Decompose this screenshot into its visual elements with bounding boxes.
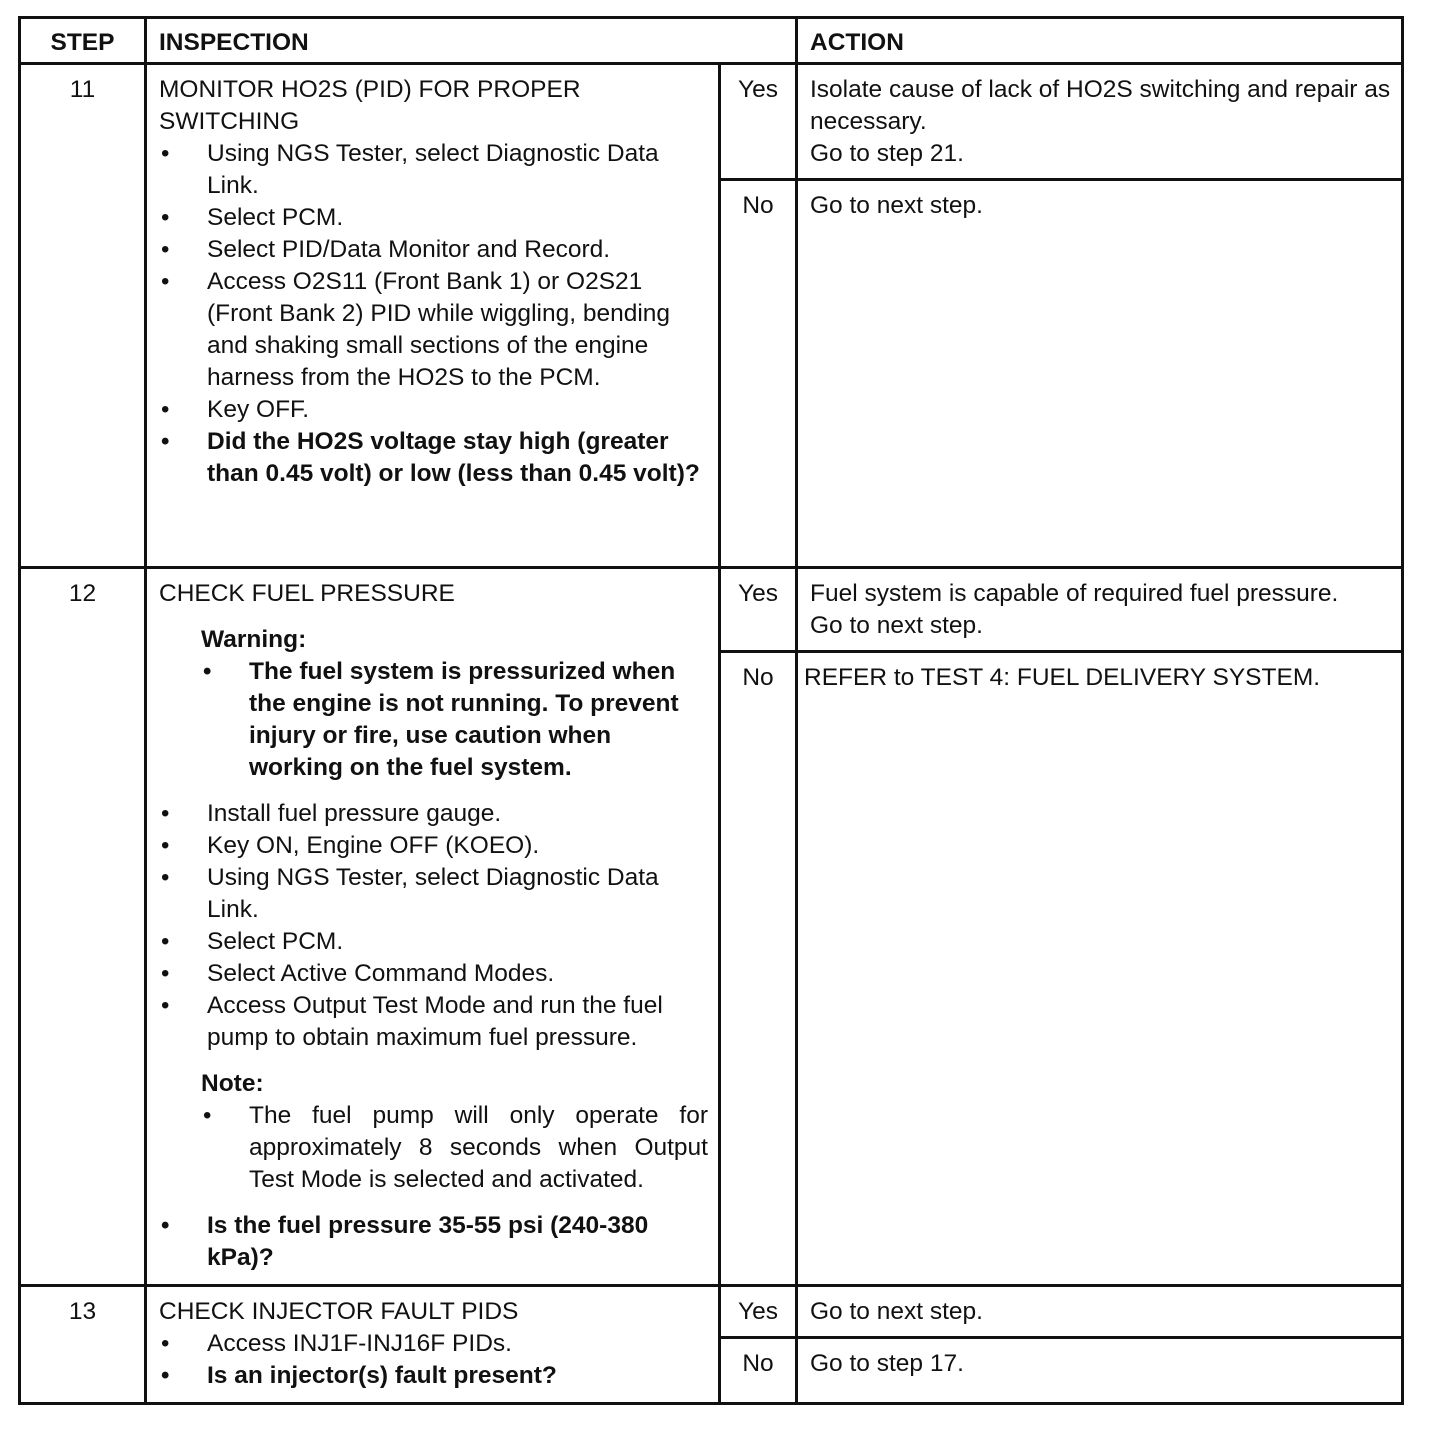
action-text: Isolate cause of lack of HO2S switching and repair as necessary. [810,76,1391,135]
step-header: STEP [20,18,146,64]
list-item: • Using NGS Tester, select Diagnostic Data Link. [159,862,708,926]
yes-action: Go to next step. [797,1286,1403,1338]
note-block [201,1068,708,1196]
step-number: 13 [20,1286,146,1404]
list-item: • Access INJ1F-INJ16F PIDs. [159,1328,708,1360]
action-text: Fuel system is capable of required fuel pressure. [810,580,1339,607]
note-list [201,1100,708,1196]
step-13-yes-row [20,1286,1403,1338]
no-label: No [720,1338,797,1404]
step-12-inspection [146,568,720,1286]
step-title: CHECK FUEL PRESSURE [159,580,455,607]
warning-block [201,624,708,784]
warning-list [201,656,708,784]
yes-action [797,568,1403,652]
yes-label: Yes [720,1286,797,1338]
yes-label: Yes [720,64,797,180]
step-title: MONITOR HO2S (PID) FOR PROPER [159,76,581,103]
action-text: Go to step 21. [810,140,964,167]
list-item: • Select PCM. [159,926,708,958]
list-item: • Key OFF. [159,394,708,426]
inspection-list [159,138,708,490]
no-action: REFER to TEST 4: FUEL DELIVERY SYSTEM. [797,652,1403,1286]
list-item: • Key ON, Engine OFF (KOEO). [159,830,708,862]
question-item: • Did the HO2S voltage stay high (greater than 0.45 volt) or low (less than 0.45 volt)? [159,426,708,490]
note-title: Note: [201,1070,264,1097]
step-title: CHECK INJECTOR FAULT PIDS [159,1298,519,1325]
diagnostic-table [18,16,1404,1405]
no-action: Go to step 17. [797,1338,1403,1404]
list-item: • Access O2S11 (Front Bank 1) or O2S21 (Front Bank 2) PID while wiggling, bending and shaking small sections of the engine harness from the HO2S to the PCM. [159,266,708,394]
list-item: • Install fuel pressure gauge. [159,798,708,830]
step-12-yes-row [20,568,1403,652]
inspection-list [159,1328,708,1392]
question-list [159,1210,708,1274]
list-item: • Select PCM. [159,202,708,234]
warning-text: • The fuel system is pressurized when the engine is not running. To prevent injury or fire, use caution when working on the fuel system. [201,656,708,784]
diagnostic-table-container [18,16,1401,1405]
yes-label: Yes [720,568,797,652]
list-item: • Access Output Test Mode and run the fuel pump to obtain maximum fuel pressure. [159,990,708,1054]
step-13-inspection [146,1286,720,1404]
list-item: • Select Active Command Modes. [159,958,708,990]
inspection-list [159,798,708,1054]
action-text: Go to next step. [810,612,983,639]
no-label: No [720,180,797,568]
warning-title: Warning: [201,626,307,653]
question-item: • Is an injector(s) fault present? [159,1360,708,1392]
action-header: ACTION [797,18,1403,64]
question-item: • Is the fuel pressure 35-55 psi (240-380 kPa)? [159,1210,708,1274]
no-label: No [720,652,797,1286]
step-number: 12 [20,568,146,1286]
list-item: • Select PID/Data Monitor and Record. [159,234,708,266]
inspection-header: INSPECTION [146,18,797,64]
list-item: • Using NGS Tester, select Diagnostic Data Link. [159,138,708,202]
step-11-inspection [146,64,720,568]
step-11-yes-row [20,64,1403,180]
note-text: • The fuel pump will only operate for approximately 8 seconds when Output Test Mode is selected and activated. [201,1100,708,1196]
step-number: 11 [20,64,146,568]
yes-action [797,64,1403,180]
step-title: SWITCHING [159,108,300,135]
no-action: Go to next step. [797,180,1403,568]
header-row [20,18,1403,64]
